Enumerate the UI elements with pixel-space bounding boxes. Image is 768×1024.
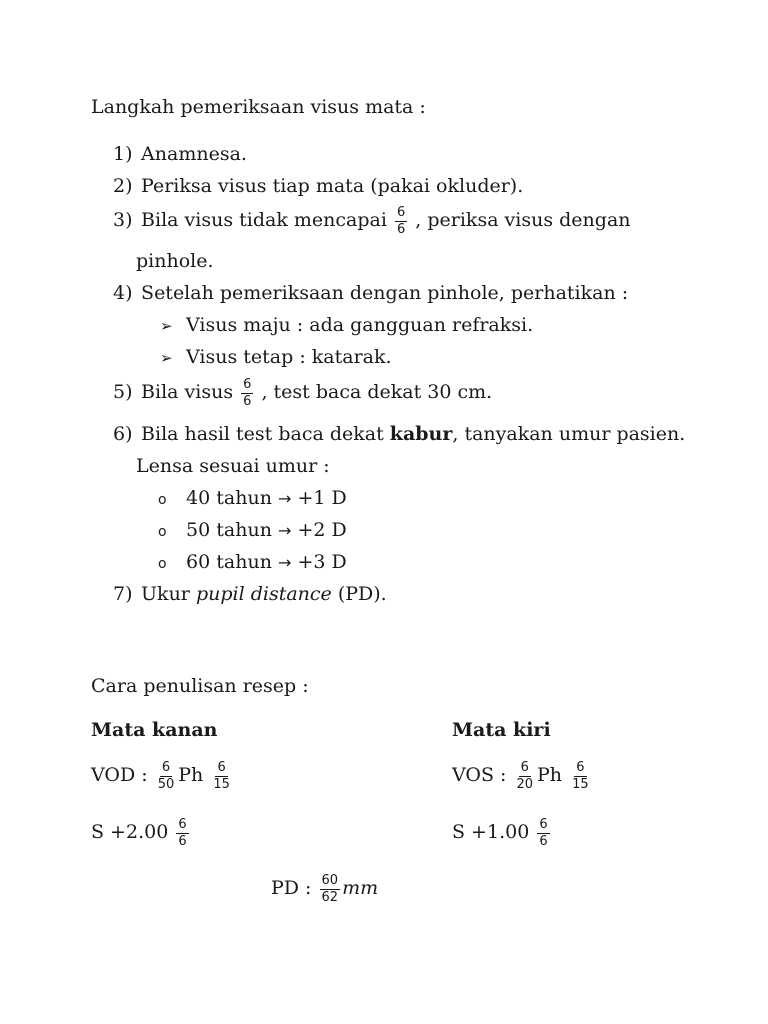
step-number: 1) (113, 143, 133, 165)
sphere-label: S +2.00 (91, 821, 169, 844)
step-text: , test baca dekat 30 cm. (261, 381, 493, 404)
fraction (514, 761, 535, 791)
ph-label: Ph (537, 764, 563, 787)
lens-age: 40 tahun (186, 487, 272, 509)
fraction-denominator: 6 (178, 833, 187, 849)
fraction-denominator: 50 (157, 776, 175, 792)
bullet-text: Visus maju : ada gangguan refraksi. (186, 314, 534, 336)
step-text: (PD). (337, 583, 387, 605)
step-number: 4) (113, 282, 133, 304)
circle-bullet-icon: o (158, 492, 167, 508)
step-7 (113, 585, 387, 604)
step-4-bullet (160, 348, 392, 367)
step-6 (113, 425, 685, 444)
lens-value: +1 D (297, 487, 347, 509)
fraction-denominator: 6 (539, 833, 548, 849)
lens-age: 60 tahun (186, 551, 272, 573)
sphere-label: S +1.00 (452, 821, 530, 844)
step-4 (113, 284, 628, 303)
left-sphere-line (452, 818, 552, 848)
step-text: Bila visus tidak mencapai (141, 209, 387, 232)
fraction-denominator: 6 (396, 221, 406, 237)
fraction-numerator: 6 (178, 817, 187, 832)
vod-line (91, 761, 234, 791)
fraction-denominator: 62 (321, 889, 339, 905)
vod-label: VOD : (91, 764, 148, 787)
step-text: Periksa visus tiap mata (pakai okluder). (141, 175, 524, 197)
step-number: 7) (113, 583, 133, 605)
fraction-numerator: 6 (520, 760, 529, 775)
circle-bullet-icon: o (158, 556, 167, 572)
lens-item (158, 553, 347, 572)
step-3 (113, 206, 631, 236)
step-1 (113, 145, 247, 164)
recipe-title: Cara penulisan resep : (91, 675, 309, 697)
step-text: , tanyakan umur pasien. (452, 423, 686, 445)
step-number: 5) (113, 381, 133, 404)
step-text: Setelah pemeriksaan dengan pinhole, perhatikan : (141, 282, 629, 304)
step-text: , periksa visus dengan (415, 209, 631, 232)
right-arrow-icon: → (277, 489, 292, 508)
fraction-numerator: 6 (161, 760, 171, 775)
arrow-bullet-icon: ➢ (160, 349, 173, 367)
fraction (241, 378, 253, 408)
circle-bullet-icon: o (158, 524, 167, 540)
pd-unit: mm (342, 877, 379, 900)
lens-age: 50 tahun (186, 519, 272, 541)
fraction-denominator: 15 (572, 776, 589, 792)
fraction (176, 818, 188, 848)
fraction-numerator: 6 (576, 760, 585, 775)
fraction-numerator: 6 (217, 760, 226, 775)
fraction-numerator: 6 (539, 817, 548, 832)
lens-item (158, 521, 347, 540)
fraction (320, 874, 341, 904)
right-arrow-icon: → (277, 553, 292, 572)
step-number: 6) (113, 423, 133, 445)
left-eye-label: Mata kiri (452, 719, 551, 741)
step-text-italic: pupil distance (195, 583, 332, 605)
fraction (570, 761, 591, 791)
arrow-bullet-icon: ➢ (160, 317, 173, 335)
fraction (211, 761, 232, 791)
step-text-bold: kabur (389, 423, 453, 445)
step-6-continuation: Lensa sesuai umur : (136, 455, 330, 477)
step-2 (113, 177, 523, 196)
fraction-denominator: 15 (213, 776, 230, 792)
step-3-continuation: pinhole. (136, 250, 214, 272)
step-5 (113, 378, 492, 408)
fraction-denominator: 20 (516, 776, 534, 792)
step-number: 3) (113, 209, 133, 232)
bullet-text: Visus tetap : katarak. (186, 346, 392, 368)
lens-item (158, 489, 347, 508)
right-eye-label: Mata kanan (91, 719, 218, 741)
fraction (537, 818, 549, 848)
lens-value: +3 D (297, 551, 347, 573)
step-text: Bila hasil test baca dekat (141, 423, 384, 445)
pd-label: PD : (271, 877, 312, 900)
step-text: Bila visus (141, 381, 234, 404)
fraction (395, 206, 407, 236)
fraction-numerator: 6 (396, 205, 406, 220)
fraction-numerator: 6 (243, 377, 252, 392)
fraction (156, 761, 177, 791)
page-heading: Langkah pemeriksaan visus mata : (91, 96, 426, 118)
vos-line (452, 761, 593, 791)
step-text: Ukur (141, 583, 190, 605)
right-arrow-icon: → (277, 521, 292, 540)
right-sphere-line (91, 818, 191, 848)
step-4-bullet (160, 316, 533, 335)
pd-line (271, 874, 378, 904)
ph-label: Ph (178, 764, 204, 787)
fraction-denominator: 6 (243, 393, 252, 409)
fraction-numerator: 60 (321, 873, 339, 888)
lens-value: +2 D (297, 519, 347, 541)
vos-label: VOS : (452, 764, 507, 787)
step-number: 2) (113, 175, 133, 197)
step-text: Anamnesa. (141, 143, 247, 165)
